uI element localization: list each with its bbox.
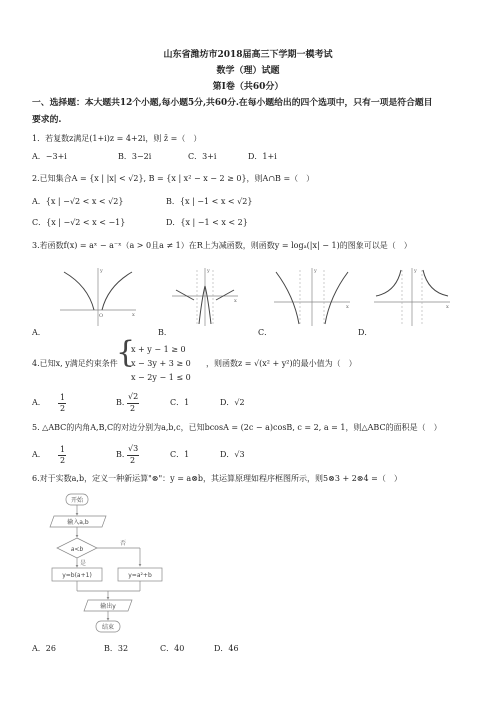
q6-option-d: D．46 bbox=[214, 644, 239, 653]
q5-option-a-num: 1 bbox=[60, 445, 66, 454]
q3-option-a: A． bbox=[32, 328, 46, 337]
q5-option-b-label: B． bbox=[116, 450, 130, 459]
q3-graph-b-ylabel: y bbox=[207, 268, 210, 274]
q1-option-c: C．3+i bbox=[188, 152, 217, 161]
q3-graph-d bbox=[372, 266, 452, 328]
q3-graph-a bbox=[58, 266, 138, 328]
flow-right-box-label: y=a²+b bbox=[128, 572, 152, 579]
q6-stem: 6.对于实数a,b，定义一种新运算"⊗"：y = a⊗b，其运算原理如程序框图所示，则5⊗3 + 2⊗4 =（ ） bbox=[32, 474, 402, 483]
section-heading-line1: 一、选择题：本大题共12个小题,每小题5分,共60分.在每小题给出的四个选项中，只有一项是符合题目 bbox=[32, 98, 433, 108]
q3-graph-a-ylabel: y bbox=[100, 268, 103, 274]
section-heading-line2: 要求的. bbox=[32, 115, 62, 125]
flow-end-label: 结束 bbox=[101, 624, 115, 631]
q2-option-d: D．{x | −1 < x < 2} bbox=[166, 218, 248, 227]
q4-constraint-2: x − 3y + 3 ≥ 0 bbox=[131, 359, 191, 368]
q2-option-b: B．{x | −1 < x < √2} bbox=[166, 197, 253, 206]
q6-flowchart bbox=[40, 490, 180, 638]
q3-graph-a-origin: O bbox=[99, 313, 104, 319]
q4-option-d: D．√2 bbox=[220, 398, 245, 407]
q5-option-d: D．√3 bbox=[220, 450, 245, 459]
q4-brace: { bbox=[116, 335, 136, 370]
flow-output-label: 输出y bbox=[100, 603, 116, 610]
flow-no-label: 否 bbox=[120, 540, 127, 547]
q3-option-d: D． bbox=[358, 328, 373, 337]
q3-graph-a-xlabel: x bbox=[132, 312, 135, 318]
q3-graph-c-ylabel: y bbox=[314, 268, 317, 274]
q3-graph-b-xlabel: x bbox=[234, 298, 237, 304]
q2-stem: 2.已知集合A = {x | |x| < √2}, B = {x | x² − x − 2 ≥ 0}，则A∩B =（ ） bbox=[32, 174, 315, 183]
q4-stem-post: ，则函数z = √(x² + y²)的最小值为（ ） bbox=[206, 359, 357, 368]
q4-option-b-label: B． bbox=[116, 398, 130, 407]
q4-constraint-3: x − 2y − 1 ≤ 0 bbox=[131, 373, 191, 382]
q1-option-b: B．3−2i bbox=[118, 152, 152, 161]
q3-option-c: C． bbox=[258, 328, 273, 337]
q6-option-a: A．26 bbox=[32, 644, 56, 653]
q1-option-a: A．−3+i bbox=[32, 152, 67, 161]
q5-option-a-den: 2 bbox=[60, 456, 66, 465]
q5-option-a-label: A． bbox=[32, 450, 46, 459]
q1-stem: 1．若复数z满足(1+i)z = 4+2i，则 z̄ =（ ） bbox=[32, 134, 202, 143]
q5-option-b-den: 2 bbox=[130, 456, 136, 465]
q4-option-b-num: √2 bbox=[128, 392, 139, 401]
exam-title: 山东省潍坊市2018届高三下学期一模考试 bbox=[163, 50, 333, 60]
flow-start-label: 开始 bbox=[70, 497, 84, 504]
q5-option-c: C．1 bbox=[170, 450, 190, 459]
exam-subtitle: 数学（理）试题 bbox=[216, 66, 280, 76]
q5-option-b-num: √3 bbox=[128, 444, 139, 453]
exam-part: 第Ⅰ卷（共60分） bbox=[212, 82, 284, 92]
q3-graph-c bbox=[272, 266, 352, 328]
q2-option-a: A．{x | −√2 < x < √2} bbox=[32, 197, 124, 206]
q5-stem: 5. △ABC的内角A,B,C的对边分别为a,b,c，已知bcosA = (2c − a)cosB, c = 2, a = 1，则△ABC的面积是（ ） bbox=[32, 423, 442, 432]
q3-option-b: B． bbox=[158, 328, 172, 337]
q1-option-d: D．1+i bbox=[248, 152, 277, 161]
q6-option-c: C．40 bbox=[160, 644, 185, 653]
q4-constraint-1: x + y − 1 ≥ 0 bbox=[131, 345, 186, 354]
q3-graph-c-xlabel: x bbox=[346, 304, 349, 310]
q4-option-c: C．1 bbox=[170, 398, 190, 407]
q4-stem-pre: 4.已知x, y满足约束条件 bbox=[32, 359, 118, 368]
q2-option-c: C．{x | −√2 < x < −1} bbox=[32, 218, 126, 227]
flow-input-label: 输入a,b bbox=[67, 519, 89, 526]
q3-graph-d-ylabel: y bbox=[414, 268, 417, 274]
q3-graph-b bbox=[170, 266, 240, 328]
flow-left-box-label: y=b(a+1) bbox=[62, 572, 92, 579]
flow-condition-label: a<b bbox=[70, 546, 84, 553]
q4-option-a-den: 2 bbox=[60, 404, 66, 413]
q4-option-a-num: 1 bbox=[60, 393, 66, 402]
q4-option-b-den: 2 bbox=[130, 404, 136, 413]
q3-stem: 3.若函数f(x) = aˣ − a⁻ˣ（a > 0且a ≠ 1）在R上为减函数，则函数y = logₐ(|x| − 1)的图象可以是（ ） bbox=[32, 241, 412, 250]
q4-option-a-label: A． bbox=[32, 398, 46, 407]
q6-option-b: B．32 bbox=[104, 644, 129, 653]
flow-yes-label: 是 bbox=[80, 560, 87, 567]
q3-graph-d-xlabel: x bbox=[446, 304, 449, 310]
